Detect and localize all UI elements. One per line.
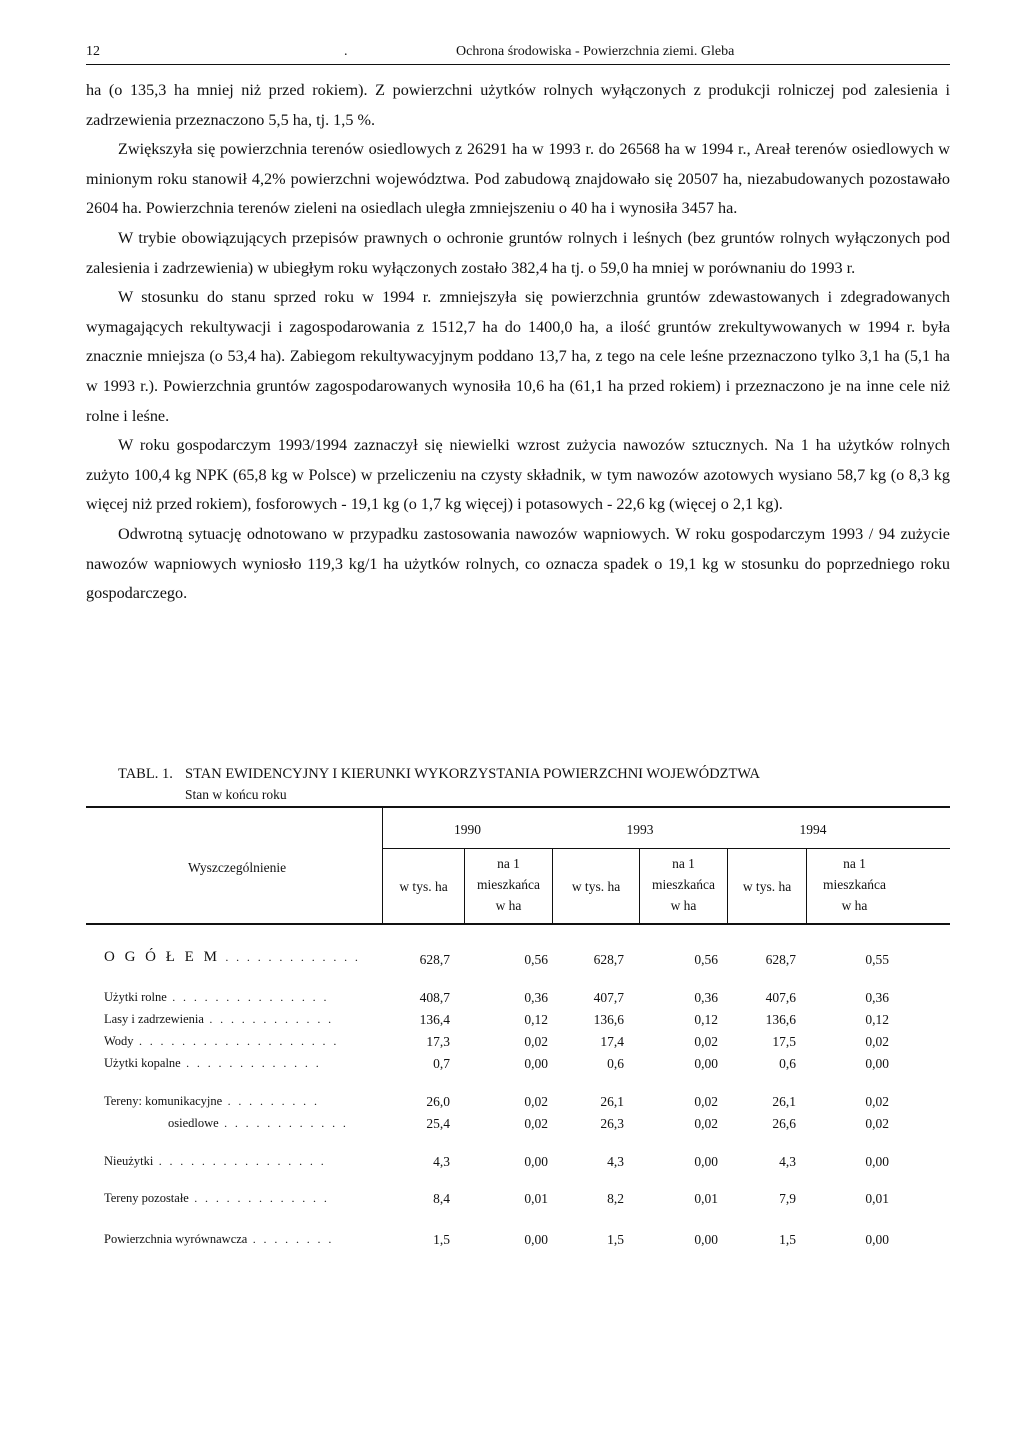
table-cell: 0,00 [524,1232,548,1247]
table-subtitle: Stan w końcu roku [185,787,287,802]
table-cell: 628,7 [419,952,450,967]
table-cell: 0,56 [524,952,548,967]
table-cell: 1,5 [779,1232,796,1247]
table-row-label [104,1232,334,1247]
table-row-label [104,1094,319,1109]
table-cell: 628,7 [765,952,796,967]
table-cell: 17,5 [772,1034,796,1049]
col-header-line: w ha [841,898,868,913]
table-row-label [104,990,329,1005]
table-cell: 0,02 [865,1094,889,1109]
col-header-line: na 1 [843,856,866,871]
table-cell: 0,55 [865,952,889,967]
paragraph: Odwrotną sytuację odnotowano w przypadku zastosowania nawozów wapniowych. W roku gospodarczym 1993 / 94 zużycie nawozów wapniowych wyniosło 119,3 kg/1 ha użytków rolnych, co oznacza spadek o 19,1 kg w stosunku do poprzedniego roku gospodarczego. [86,524,950,603]
paragraph: W trybie obowiązujących przepisów prawnych o ochronie gruntów rolnych i leśnych (bez gruntów rolnych wyłączonych pod zalesienia i zadrzewienia) w ubiegłym roku wyłączonych zostało 382,4 ha tj. o 59,0 ha mniej w porównaniu do 1993 r. [86,228,950,277]
table-cell: 628,7 [593,952,624,967]
table-cell: 1,5 [607,1232,624,1247]
table-cell: 4,3 [607,1154,624,1169]
table-cell: 0,02 [524,1116,548,1131]
table-row-label [104,1116,348,1131]
leader-dots: . . . . . . . . [247,1232,334,1246]
row-label-text: Tereny pozostałe [104,1191,189,1205]
table-cell: 26,3 [600,1116,624,1131]
table-cell: 0,12 [694,1012,718,1027]
table-label: TABL. 1. [118,766,173,782]
table-cell: 1,5 [433,1232,450,1247]
table-row-label [104,1154,326,1169]
row-label-text: Powierzchnia wyrównawcza [104,1232,248,1246]
row-label-text: Lasy i zadrzewienia [104,1012,204,1026]
col-header-line: w ha [495,898,522,913]
table-cell: 26,6 [772,1116,796,1131]
table-cell: 8,4 [433,1191,450,1206]
table-cell: 0,6 [779,1056,796,1071]
table-cell: 0,56 [694,952,718,967]
table-cell: 0,6 [607,1056,624,1071]
table-cell: 0,02 [694,1116,718,1131]
page-number: 12 [86,44,100,59]
col-header-per-capita [807,853,902,916]
col-header-line: na 1 [497,856,520,871]
table-cell: 0,00 [694,1232,718,1247]
body-text [86,76,950,609]
leader-dots: . . . . . . . . . [222,1094,320,1108]
row-label-text: Tereny: komunikacyjne [104,1094,223,1108]
col-header-line: na 1 [672,856,695,871]
table-cell: 0,02 [865,1116,889,1131]
col-header-area: w tys. ha [742,879,792,894]
row-header-label: Wyszczególnienie [188,860,287,875]
table-cell: 0,02 [694,1034,718,1049]
table-row-label [104,949,360,966]
table-cell: 26,1 [772,1094,796,1109]
table-cell: 25,4 [426,1116,450,1131]
table-cell: 0,00 [694,1056,718,1071]
row-label-text: Użytki rolne [104,990,167,1004]
table-cell: 0,36 [694,990,718,1005]
running-header [86,42,950,65]
header-separator: . [344,44,348,59]
table-cell: 0,01 [694,1191,718,1206]
table-cell: 26,0 [426,1094,450,1109]
table-cell: 0,00 [865,1232,889,1247]
leader-dots: . . . . . . . . . . . . . . . . . . . [133,1034,339,1048]
table-cell: 0,02 [524,1094,548,1109]
col-header-area: w tys. ha [399,879,448,894]
col-header-line: mieszkańca [477,877,540,892]
table-top-rule [86,806,950,808]
table-row-label [104,1056,321,1071]
table-cell: 407,7 [593,990,624,1005]
table-cell: 7,9 [779,1191,796,1206]
leader-dots: . . . . . . . . . . . . . . . . [153,1154,327,1168]
leader-dots: . . . . . . . . . . . . . [180,1056,322,1070]
table-cell: 8,2 [607,1191,624,1206]
paragraph: W stosunku do stanu sprzed roku w 1994 r. zmniejszyła się powierzchnia gruntów zdewastowanych i zdegradowanych wymagających rekultywacji i zagospodarowania z 1512,7 ha do 1400,0 ha, a ilość gruntów zrekultywowanych w 1994 r. była znacznie mniejsza (o 53,4 ha). Zabiegom rekultywacyjnym poddano 13,7 ha, z tego na cele leśne przeznaczono tylko 3,1 ha (5,1 ha w 1993 r.). Powierzchnia gruntów zagospodarowanych wynosiła 10,6 ha (61,1 ha przed rokiem) i przeznaczono je na inne cele niż rolne i leśne. [86,288,950,425]
col-header-per-capita [465,853,552,916]
table-cell: 26,1 [600,1094,624,1109]
table-cell: 4,3 [433,1154,450,1169]
table-cell: 0,12 [865,1012,889,1027]
col-header-line: mieszkańca [823,877,886,892]
row-label-text: Nieużytki [104,1154,154,1168]
table-cell: 17,4 [600,1034,624,1049]
paragraph: Zwiększyła się powierzchnia terenów osiedlowych z 26291 ha w 1993 r. do 26568 ha w 1994 r., Areał terenów osiedlowych w minionym roku stanowił 4,2% powierzchni województwa. Pod zabudową znajdowało się 20507 ha, niezabudowanych pozostawało 2604 ha. Powierzchnia terenów zieleni na osiedlach uległa zmniejszeniu o 40 ha i wynosiła 3457 ha. [86,140,950,218]
paragraph: W roku gospodarczym 1993/1994 zaznaczył się niewielki wzrost zużycia nawozów sztucznych. Na 1 ha użytków rolnych zużyto 100,4 kg NPK (65,8 kg w Polsce) w przeliczeniu na czysty składnik, w tym nawozów azotowych wysiano 58,7 kg (o 8,3 kg więcej niż przed rokiem), fosforowych - 19,1 kg (o 1,7 kg więcej) i potasowych - 22,6 kg (więcej o 2,1 kg). [86,436,950,514]
table-row-label [104,1034,339,1049]
table-row-label [104,1191,329,1206]
row-label-text: osiedlowe [168,1116,219,1130]
leader-dots: . . . . . . . . . . . . [218,1116,349,1130]
leader-dots: . . . . . . . . . . . . . [219,950,361,964]
table-cell: 0,36 [865,990,889,1005]
table-row-label [104,1012,334,1027]
col-header-per-capita [640,853,727,916]
table-cell: 407,6 [765,990,796,1005]
col-header-area: w tys. ha [571,879,621,894]
table-cell: 17,3 [426,1034,450,1049]
leader-dots: . . . . . . . . . . . . [203,1012,334,1026]
table-title: STAN EWIDENCYJNY I KIERUNKI WYKORZYSTANIA POWIERZCHNI WOJEWÓDZTWA [185,766,760,782]
table-cell: 0,00 [524,1056,548,1071]
year-header-1994: 1994 [799,822,827,837]
table-cell: 0,00 [865,1056,889,1071]
table-cell: 0,12 [524,1012,548,1027]
table-cell: 0,36 [524,990,548,1005]
table-cell: 136,6 [765,1012,796,1027]
table-cell: 0,02 [865,1034,889,1049]
row-label-text: O G Ó Ł E M [104,949,220,965]
row-label-text: Wody [104,1034,134,1048]
year-header-1993: 1993 [626,822,654,837]
table-year-rule [382,848,950,849]
header-title: Ochrona środowiska - Powierzchnia ziemi. Gleba [456,44,735,59]
table-cell: 136,4 [419,1012,450,1027]
year-header-1990: 1990 [454,822,481,837]
table-cell: 0,01 [865,1191,889,1206]
table-caption [118,766,760,783]
table-cell: 0,7 [433,1056,450,1071]
row-label-text: Użytki kopalne [104,1056,181,1070]
leader-dots: . . . . . . . . . . . . . . . [166,990,329,1004]
table-cell: 0,00 [865,1154,889,1169]
table-cell: 0,01 [524,1191,548,1206]
col-header-line: mieszkańca [652,877,715,892]
table-cell: 0,00 [524,1154,548,1169]
table-cell: 408,7 [419,990,450,1005]
table-cell: 0,02 [694,1094,718,1109]
col-header-line: w ha [670,898,697,913]
table-cell: 0,00 [694,1154,718,1169]
table-cell: 136,6 [593,1012,624,1027]
leader-dots: . . . . . . . . . . . . . [188,1191,330,1205]
table-header-rule [86,923,950,925]
table-cell: 4,3 [779,1154,796,1169]
paragraph: ha (o 135,3 ha mniej niż przed rokiem). Z powierzchni użytków rolnych wyłączonych z produkcji rolniczej pod zalesienia i zadrzewienia przeznaczono 5,5 ha, tj. 1,5 %. [86,81,950,129]
table-cell: 0,02 [524,1034,548,1049]
